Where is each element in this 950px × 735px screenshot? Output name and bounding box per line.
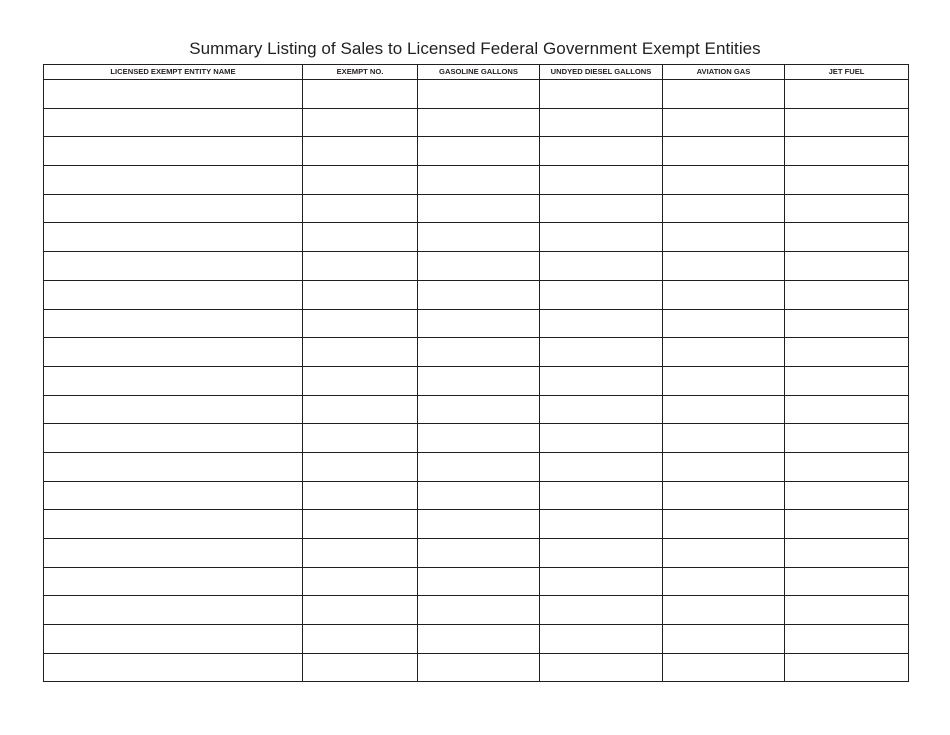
form-title: Summary Listing of Sales to Licensed Federal Government Exempt Entities (189, 39, 761, 58)
aviation-gas-cell[interactable] (663, 108, 785, 137)
undyed-diesel-gallons-cell[interactable] (540, 223, 663, 252)
aviation-gas-cell[interactable] (663, 194, 785, 223)
col-header-exempt-no: EXEMPT NO. (303, 65, 418, 80)
jet-fuel-cell[interactable] (785, 567, 909, 596)
exempt-no-cell[interactable] (303, 166, 418, 195)
entity-name-cell[interactable] (44, 567, 303, 596)
jet-fuel-cell[interactable] (785, 223, 909, 252)
entity-name-cell[interactable] (44, 194, 303, 223)
aviation-gas-cell[interactable] (663, 567, 785, 596)
aviation-gas-cell[interactable] (663, 137, 785, 166)
col-header-jet-fuel: JET FUEL (785, 65, 909, 80)
aviation-gas-cell[interactable] (663, 539, 785, 568)
exempt-no-cell[interactable] (303, 280, 418, 309)
undyed-diesel-gallons-cell[interactable] (540, 539, 663, 568)
entity-name-cell[interactable] (44, 395, 303, 424)
exempt-no-cell[interactable] (303, 309, 418, 338)
exempt-no-cell[interactable] (303, 80, 418, 109)
table-row (44, 338, 909, 367)
table-row (44, 539, 909, 568)
table-row (44, 137, 909, 166)
jet-fuel-cell[interactable] (785, 338, 909, 367)
aviation-gas-cell[interactable] (663, 366, 785, 395)
gasoline-gallons-cell[interactable] (418, 653, 540, 682)
table-row (44, 252, 909, 281)
table-row (44, 596, 909, 625)
table-row (44, 510, 909, 539)
table-row (44, 567, 909, 596)
exempt-no-cell[interactable] (303, 223, 418, 252)
jet-fuel-cell[interactable] (785, 653, 909, 682)
gasoline-gallons-cell[interactable] (418, 510, 540, 539)
exempt-no-cell[interactable] (303, 194, 418, 223)
jet-fuel-cell[interactable] (785, 309, 909, 338)
gasoline-gallons-cell[interactable] (418, 80, 540, 109)
aviation-gas-cell[interactable] (663, 625, 785, 654)
jet-fuel-cell[interactable] (785, 280, 909, 309)
entity-name-cell[interactable] (44, 596, 303, 625)
gasoline-gallons-cell[interactable] (418, 625, 540, 654)
entity-name-cell[interactable] (44, 108, 303, 137)
jet-fuel-cell[interactable] (785, 481, 909, 510)
aviation-gas-cell[interactable] (663, 510, 785, 539)
table-row (44, 194, 909, 223)
aviation-gas-cell[interactable] (663, 166, 785, 195)
sales-listing-table (43, 64, 909, 682)
gasoline-gallons-cell[interactable] (418, 452, 540, 481)
table-row (44, 108, 909, 137)
aviation-gas-cell[interactable] (663, 653, 785, 682)
table-row (44, 80, 909, 109)
table-row (44, 395, 909, 424)
gasoline-gallons-cell[interactable] (418, 309, 540, 338)
table-row (44, 280, 909, 309)
exempt-no-cell[interactable] (303, 596, 418, 625)
table-row (44, 366, 909, 395)
jet-fuel-cell[interactable] (785, 252, 909, 281)
entity-name-cell[interactable] (44, 625, 303, 654)
entity-name-cell[interactable] (44, 223, 303, 252)
undyed-diesel-gallons-cell[interactable] (540, 395, 663, 424)
undyed-diesel-gallons-cell[interactable] (540, 653, 663, 682)
entity-name-cell[interactable] (44, 137, 303, 166)
gasoline-gallons-cell[interactable] (418, 481, 540, 510)
gasoline-gallons-cell[interactable] (418, 194, 540, 223)
undyed-diesel-gallons-cell[interactable] (540, 452, 663, 481)
table-row (44, 309, 909, 338)
gasoline-gallons-cell[interactable] (418, 223, 540, 252)
col-header-aviation-gas: AVIATION GAS (663, 65, 785, 80)
undyed-diesel-gallons-cell[interactable] (540, 481, 663, 510)
col-header-gasoline-gallons: GASOLINE GALLONS (418, 65, 540, 80)
aviation-gas-cell[interactable] (663, 452, 785, 481)
jet-fuel-cell[interactable] (785, 424, 909, 453)
gasoline-gallons-cell[interactable] (418, 567, 540, 596)
aviation-gas-cell[interactable] (663, 80, 785, 109)
gasoline-gallons-cell[interactable] (418, 280, 540, 309)
exempt-no-cell[interactable] (303, 510, 418, 539)
entity-name-cell[interactable] (44, 280, 303, 309)
aviation-gas-cell[interactable] (663, 309, 785, 338)
table-row (44, 625, 909, 654)
exempt-no-cell[interactable] (303, 137, 418, 166)
exempt-no-cell[interactable] (303, 395, 418, 424)
aviation-gas-cell[interactable] (663, 395, 785, 424)
entity-name-cell[interactable] (44, 539, 303, 568)
gasoline-gallons-cell[interactable] (418, 424, 540, 453)
gasoline-gallons-cell[interactable] (418, 596, 540, 625)
gasoline-gallons-cell[interactable] (418, 137, 540, 166)
table-row (44, 166, 909, 195)
entity-name-cell[interactable] (44, 510, 303, 539)
col-header-entity-name: LICENSED EXEMPT ENTITY NAME (44, 65, 303, 80)
gasoline-gallons-cell[interactable] (418, 338, 540, 367)
jet-fuel-cell[interactable] (785, 166, 909, 195)
entity-name-cell[interactable] (44, 166, 303, 195)
header-row (44, 65, 909, 80)
entity-name-cell[interactable] (44, 452, 303, 481)
entity-name-cell[interactable] (44, 366, 303, 395)
jet-fuel-cell[interactable] (785, 137, 909, 166)
jet-fuel-cell[interactable] (785, 452, 909, 481)
exempt-no-cell[interactable] (303, 567, 418, 596)
aviation-gas-cell[interactable] (663, 338, 785, 367)
exempt-no-cell[interactable] (303, 481, 418, 510)
undyed-diesel-gallons-cell[interactable] (540, 510, 663, 539)
table-row (44, 452, 909, 481)
entity-name-cell[interactable] (44, 252, 303, 281)
table-row (44, 653, 909, 682)
col-header-undyed-diesel-gallons: UNDYED DIESEL GALLONS (540, 65, 663, 80)
table-row (44, 481, 909, 510)
undyed-diesel-gallons-cell[interactable] (540, 137, 663, 166)
jet-fuel-cell[interactable] (785, 108, 909, 137)
gasoline-gallons-cell[interactable] (418, 539, 540, 568)
undyed-diesel-gallons-cell[interactable] (540, 80, 663, 109)
aviation-gas-cell[interactable] (663, 252, 785, 281)
jet-fuel-cell[interactable] (785, 596, 909, 625)
entity-name-cell[interactable] (44, 338, 303, 367)
exempt-no-cell[interactable] (303, 252, 418, 281)
entity-name-cell[interactable] (44, 481, 303, 510)
exempt-no-cell[interactable] (303, 108, 418, 137)
exempt-no-cell[interactable] (303, 338, 418, 367)
aviation-gas-cell[interactable] (663, 424, 785, 453)
aviation-gas-cell[interactable] (663, 223, 785, 252)
undyed-diesel-gallons-cell[interactable] (540, 596, 663, 625)
gasoline-gallons-cell[interactable] (418, 395, 540, 424)
aviation-gas-cell[interactable] (663, 481, 785, 510)
undyed-diesel-gallons-cell[interactable] (540, 280, 663, 309)
exempt-no-cell[interactable] (303, 653, 418, 682)
undyed-diesel-gallons-cell[interactable] (540, 338, 663, 367)
aviation-gas-cell[interactable] (663, 280, 785, 309)
aviation-gas-cell[interactable] (663, 596, 785, 625)
exempt-no-cell[interactable] (303, 625, 418, 654)
exempt-no-cell[interactable] (303, 424, 418, 453)
entity-name-cell[interactable] (44, 653, 303, 682)
undyed-diesel-gallons-cell[interactable] (540, 166, 663, 195)
table-row (44, 424, 909, 453)
jet-fuel-cell[interactable] (785, 539, 909, 568)
entity-name-cell[interactable] (44, 80, 303, 109)
undyed-diesel-gallons-cell[interactable] (540, 252, 663, 281)
undyed-diesel-gallons-cell[interactable] (540, 625, 663, 654)
gasoline-gallons-cell[interactable] (418, 252, 540, 281)
jet-fuel-cell[interactable] (785, 194, 909, 223)
gasoline-gallons-cell[interactable] (418, 108, 540, 137)
table-row (44, 223, 909, 252)
undyed-diesel-gallons-cell[interactable] (540, 366, 663, 395)
undyed-diesel-gallons-cell[interactable] (540, 108, 663, 137)
jet-fuel-cell[interactable] (785, 80, 909, 109)
gasoline-gallons-cell[interactable] (418, 366, 540, 395)
entity-name-cell[interactable] (44, 309, 303, 338)
jet-fuel-cell[interactable] (785, 395, 909, 424)
exempt-no-cell[interactable] (303, 452, 418, 481)
undyed-diesel-gallons-cell[interactable] (540, 194, 663, 223)
jet-fuel-cell[interactable] (785, 366, 909, 395)
exempt-no-cell[interactable] (303, 366, 418, 395)
undyed-diesel-gallons-cell[interactable] (540, 309, 663, 338)
entity-name-cell[interactable] (44, 424, 303, 453)
jet-fuel-cell[interactable] (785, 510, 909, 539)
gasoline-gallons-cell[interactable] (418, 166, 540, 195)
undyed-diesel-gallons-cell[interactable] (540, 567, 663, 596)
undyed-diesel-gallons-cell[interactable] (540, 424, 663, 453)
exempt-no-cell[interactable] (303, 539, 418, 568)
jet-fuel-cell[interactable] (785, 625, 909, 654)
